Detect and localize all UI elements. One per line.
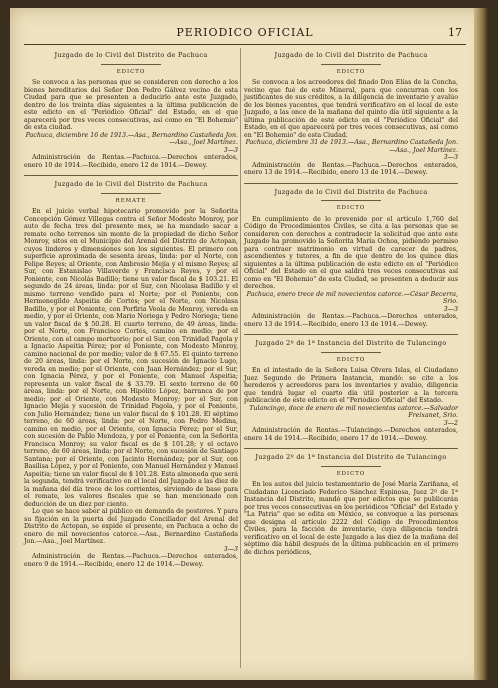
notice-signature: Pachuca, diciembre 16 de 1913.—Asa., Bernardino Castañeda Jon.—Asa., Joel Martínez. xyxy=(25,131,238,146)
divider xyxy=(321,352,381,353)
divider xyxy=(321,200,381,201)
notice-footer: Administración de Rentas.—Pachuca.—Derechos enterados, enero 13 de 1914.—Recibido, enero 13 de 1914.—Dewey. xyxy=(244,161,458,176)
notice-edicto-zarinana xyxy=(244,454,458,556)
notice-signature: Tulancingo, doce de enero de mil novecientos catorce.—Salvador Freixanet, Srio. xyxy=(249,404,458,419)
page-number: 17 xyxy=(448,26,462,39)
divider xyxy=(101,193,161,194)
notice-edicto-concha xyxy=(244,52,458,177)
notice-title: Juzgado 2º de 1ª Instancia del Distrito de Tulancingo xyxy=(255,339,447,347)
column-divider xyxy=(240,48,241,668)
notice-body: En cumplimiento de lo prevenido por el artículo 1,760 del Código de Procedimientos Civiles, se cita a las personas que se consideren con derechos a contradecir la solicitud que ante este Juzgado ha promovido la Señorita María Ochoa, pidiendo permiso para contraer matrimonio en virtud de carecer de padres, ascendientes y tutores, a fin de que dentro de los quince días siguientes a la última publicación de este edicto en el "Periódico Oficial" del Estado en el que saldrá tres veces consecutivas así como en "El Bohemio" de esta Ciudad, se presenten a deducir sus derechos. xyxy=(244,215,458,290)
notice-body: Se convoca a los acreedores del finado Don Elías de la Concha, vecino que fué de este Mineral, para que concurran con los justificantes de sus créditos, a la diligencia de inventario y avalúo de los bienes yacentes, que tendrá verificativo en el local de este Juzgado, a las once de la mañana del quinto día útil siguiente a la última publicación de este edicto en el "Periódico Oficial" del Estado, en el que aparecerá por tres veces consecutivas, así como en "El Bohemio" de esta Ciudad. xyxy=(244,79,458,139)
notice-edicto-olvera xyxy=(244,340,458,442)
notice-body: En el juicio verbal hipotecario promovido por la Señorita Concepción Gómez Villegas contra el Señor Modesto Monroy, por auto de fecha tres del presente mes, se ha mandado sacar a remate ocho terrenos sin monte de la propiedad de dicho Señor Monroy, sitos en el Municipio del Arenal del Distrito de Actopan, cuyos linderos y dimensiones son los siguientes. El primero con superficie aproximada de sesenta áreas, linda: por el Norte, con Felipe Reyes; al Oriente, con Ambrosio Mejía y el mismo Reyes; al Sur, con Estanislao Villaverde y Francisca Reyes, y por el Poniente, con Nicolás Badillo; tiene un valor fiscal de $ 103.21. El segundo de 24 áreas, linda: por el Sur, con Nicolasa Badillo y el mismo terreno vendido para el Norte; por el Poniente, con Hermenegildo Aspeitia de Cortés; por el Norte, con Nicolasa Badillo, y por el Poniente, con Porfiria Veola de Monroy, vereda en medio, y por el Oriente, con Mario Noriega y Pedro Noriega; tiene un valor fiscal de $ 50.28. El cuarto terreno, de 49 áreas, linda: por el Norte, con Francisco Cortés, camino en medio; por el Oriente, con el campo mortuorio; por el Sur, con Trinidad Pagola y a Ignacio Aspeitia Pérez; por el Poniente, con Modesto Monroy, camino nacional de por medio; valor de $ 67.55. El quinto terreno de 20 áreas, linda: por el Norte, con sucesión de Ignacio Lugo, vereda en medio; por el Oriente, con Juan Hernández; por el Sur, con Ignacia Pérez, y por el Poniente, con Manuel Aspeitia; representa un valor fiscal de $ 33.79. El sexto terreno de 60 áreas, linda: por el Norte, con Hipólito López, barranca de por medio; por el Oriente, con Modesto Monroy; por el Sur, con Ignacio Mejía y sucesión de Trinidad Pagola, y por el Poniente, con Julio Hernández; tiene un valor fiscal de $ 101.28. El séptimo terreno, de 60 áreas, linda: por el Norte, con Pedro Medina, camino en medio, por el Oriente, con Ignacia Pérez; por el Sur, con sucesión de Pablo Mendoza, y por el Poniente, con la Señorita Francisca Monroy; su valor fiscal es de $ 101.28; y el octavo terreno, de 60 áreas, linda: por el Norte, con sucesión de Santiago Santana; por el Oriente, con Jacinto Hernández; por el Sur, con Basilisa López, y por el Poniente, con Manuel Hernández y Manuel Aspeitia; tiene un valor fiscal de $ 101.28. Esta almoneda que será la segunda, tendrá verificativo en el local del Juzgado a las diez de la mañana del día trece de los corrientes, sirviendo de base para el remate, los valores fiscales que se han mencionado con deducción de un diez por ciento. xyxy=(24,208,238,508)
left-column xyxy=(24,50,238,574)
notice-title: Juzgado de lo Civil del Distrito de Pachuca xyxy=(54,180,208,188)
newspaper-title: PERIODICO OFICIAL xyxy=(176,26,314,39)
notice-signature: Pachuca, enero trece de mil novecientos catorce.—César Becerra, Srio. xyxy=(246,290,458,305)
notice-body-extra: Lo que se hace saber al público en demanda de postores. Y para su fijación en la puerta del Juzgado Conciliador del Arenal del Distrito de Actopan, se expide el presente, en Pachuca a ocho de enero de mil novecientos catorce.—Asa., Bernardino Castañeda Jon.—Asa., Joel Martínez. xyxy=(24,508,238,545)
notice-label: EDICTO xyxy=(336,68,366,75)
notice-label: EDICTO xyxy=(336,356,366,363)
notice-title: Juzgado 2º de 1ª Instancia del Distrito de Tulancingo xyxy=(255,453,447,461)
notice-ref: 3—3 xyxy=(223,146,238,154)
page-header xyxy=(24,26,466,45)
notice-title: Juzgado de lo Civil del Distrito de Pachuca xyxy=(274,51,428,59)
notice-title: Juzgado de lo Civil del Distrito de Pachuca xyxy=(54,51,208,59)
notice-body: En el intestado de la Señora Luisa Olvera Islas, el Ciudadano Juez Segundo de Primera Instancia, mandó: se cite a los herederos y acreedores para los inventarios y avalúo, diligencia que tendrá lugar el cuarto día útil posterior a la tercera publicación de este edicto en el "Periódico Oficial" del Estado. xyxy=(244,367,458,404)
divider xyxy=(244,448,458,449)
notice-edicto-ochoa xyxy=(244,189,458,329)
notice-label: EDICTO xyxy=(336,470,366,477)
notice-label: EDICTO xyxy=(336,205,366,211)
divider xyxy=(101,64,161,65)
notice-footer: Administración de Rentas.—Pachuca.—Derechos enterados, enero 9 de 1914.—Recibido, enero 12 de 1914.—Dewey. xyxy=(24,553,238,568)
book-spine xyxy=(474,8,488,680)
notice-footer: Administración de Rentas.—Pachuca.—Derechos enterados, enero 13 de 1914.—Recibido, enero 13 de 1914.—Dewey. xyxy=(244,313,458,328)
divider xyxy=(24,175,238,176)
divider xyxy=(244,334,458,335)
notice-ref: 3—3 xyxy=(443,305,458,313)
notice-label: REMATE xyxy=(115,197,147,204)
divider xyxy=(321,64,381,65)
notice-edicto-galvez xyxy=(24,52,238,169)
divider xyxy=(244,183,458,184)
notice-body: Se convoca a las personas que se consideren con derecho a los bienes hereditarios del Señor Don Pedro Gálvez vecino de esta Ciudad para que se presenten a deducirlo ante este Juzgado, dentro de los treinta días siguientes a la última publicación de este edicto en el "Periódico Oficial" del Estado, en el que aparecerá por tres veces consecutivas, así como en "El Bohemio" de esta ciudad. xyxy=(24,79,238,131)
notice-signature: Pachuca, diciembre 31 de 1913.—Asa., Bernardino Castañeda Jon.—Asa., Joel Martínez. xyxy=(245,139,458,154)
notice-ref: 3—3 xyxy=(223,545,238,553)
notice-ref: 3—2 xyxy=(443,419,458,427)
right-column xyxy=(244,50,458,562)
newspaper-page xyxy=(10,8,488,680)
notice-remate-monroy xyxy=(24,181,238,568)
notice-label: EDICTO xyxy=(116,68,146,75)
notice-ref: 3—3 xyxy=(443,154,458,161)
notice-footer: Administración de Rentas.—Pachuca.—Derechos enterados, enero 10 de 1914.—Recibido, enero 12 de 1914.—Dewey. xyxy=(24,154,238,169)
divider xyxy=(321,466,381,467)
notice-body: En los autos del juicio testamentario de José María Zariñana, el Ciudadano Licenciado Federico Sánchez Espinosa, Juez 2º de 1ª Instancia del Distrito, mandó que por edictos que se publicarán por tres veces consecutivas en los periódicos "Oficial" del Estado y "La Patria" que se edita en México, se convoque a las personas que designa el artículo 2222 del Código de Procedimientos Civiles, para la facción de inventario, cuya diligencia tendrá verificativo en el local de este Juzgado a las diez de la mañana del séptimo día hábil después de la última publicación en el primero de dichos periódicos, xyxy=(244,481,458,556)
notice-footer: Administración de Rentas.—Tulancingo.—Derechos enterados, enero 14 de 1914.—Recibido, enero 17 de 1914.—Dewey. xyxy=(244,427,458,442)
notice-title: Juzgado de lo Civil del Distrito de Pachuca xyxy=(274,187,428,196)
